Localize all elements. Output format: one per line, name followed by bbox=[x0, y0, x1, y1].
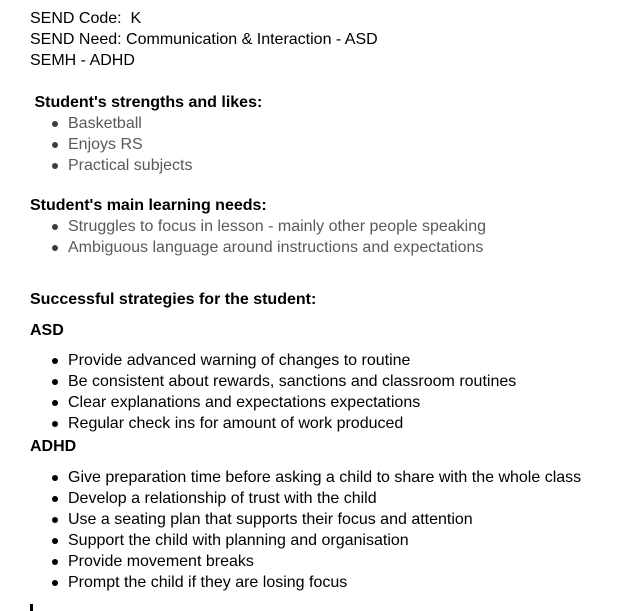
list-item: Be consistent about rewards, sanctions and classroom routines bbox=[30, 371, 626, 392]
strengths-list bbox=[30, 113, 626, 176]
list-item: Practical subjects bbox=[30, 155, 626, 176]
list-item: Use a seating plan that supports their focus and attention bbox=[30, 509, 626, 530]
list-item: Enjoys RS bbox=[30, 134, 626, 155]
list-item: Regular check ins for amount of work produced bbox=[30, 413, 626, 434]
send-info-block bbox=[30, 8, 626, 71]
semh-line: SEMH - ADHD bbox=[30, 52, 135, 69]
list-item: Develop a relationship of trust with the child bbox=[30, 488, 626, 509]
list-item: Provide movement breaks bbox=[30, 551, 626, 572]
list-item: Basketball bbox=[30, 113, 626, 134]
needs-heading: Student's main learning needs: bbox=[30, 197, 267, 214]
adhd-group-label: ADHD bbox=[30, 438, 77, 455]
list-item: Clear explanations and expectations expectations bbox=[30, 392, 626, 413]
strategies-heading: Successful strategies for the student: bbox=[30, 291, 317, 308]
send-code-line: SEND Code: K bbox=[30, 10, 142, 27]
needs-list bbox=[30, 216, 626, 258]
list-item: Support the child with planning and organisation bbox=[30, 530, 626, 551]
strengths-heading: Student's strengths and likes: bbox=[30, 94, 263, 111]
list-item: Prompt the child if they are losing focus bbox=[30, 572, 626, 593]
list-item: Give preparation time before asking a child to share with the whole class bbox=[30, 467, 626, 488]
list-item: Ambiguous language around instructions and expectations bbox=[30, 237, 626, 258]
list-item: Struggles to focus in lesson - mainly other people speaking bbox=[30, 216, 626, 237]
asd-strategies-list bbox=[30, 350, 626, 434]
asd-group-label: ASD bbox=[30, 322, 64, 339]
text-cursor bbox=[30, 604, 33, 611]
list-item: Provide advanced warning of changes to routine bbox=[30, 350, 626, 371]
send-need-line: SEND Need: Communication & Interaction - ASD bbox=[30, 31, 378, 48]
adhd-strategies-list bbox=[30, 467, 626, 593]
